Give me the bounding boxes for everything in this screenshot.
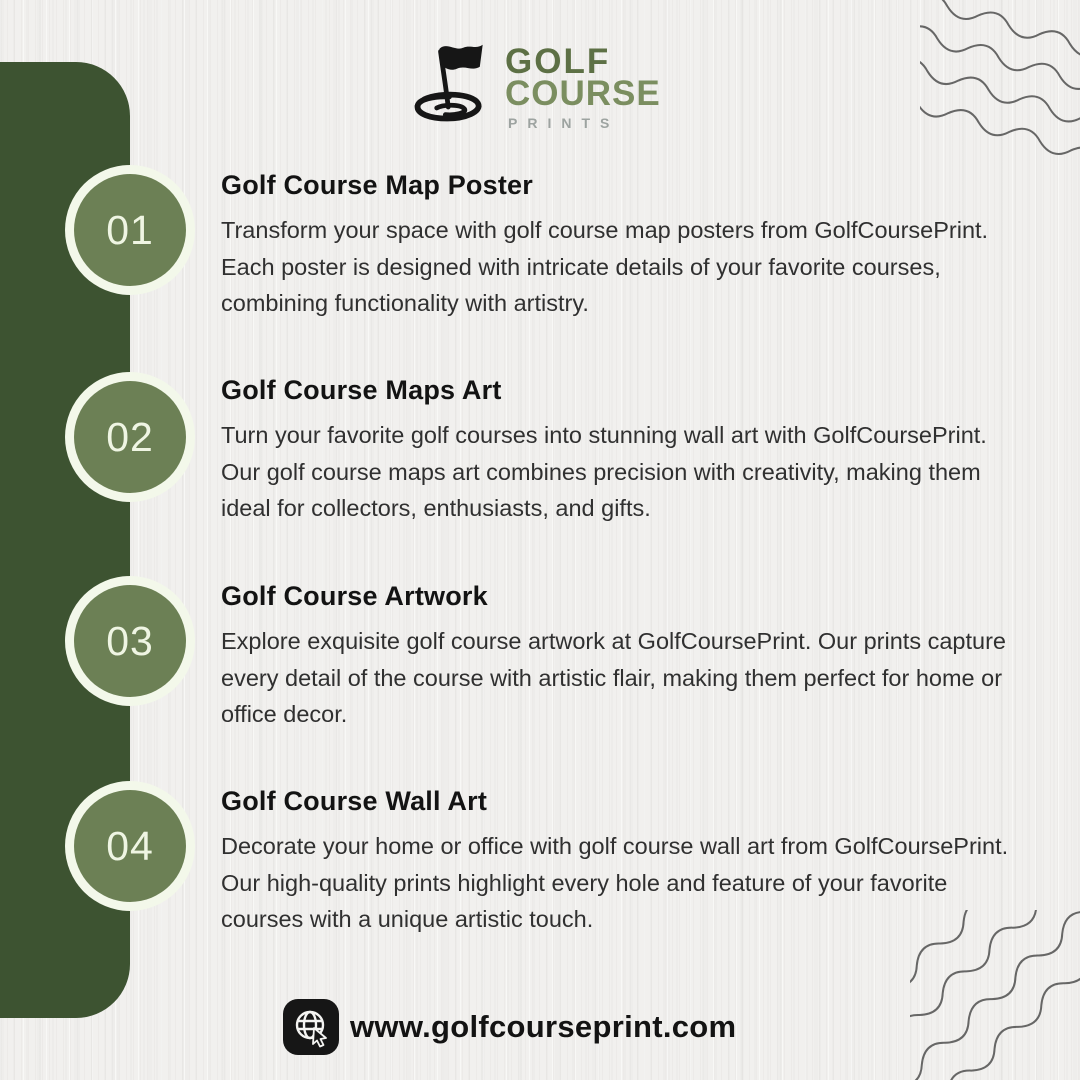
section-golf-course-wall-art xyxy=(221,786,1023,938)
logo-word-course: COURSE xyxy=(505,74,661,113)
logo-word-golf: GOLF xyxy=(505,42,611,81)
step-circle-03 xyxy=(65,576,195,706)
website-link[interactable]: www.golfcourseprint.com xyxy=(350,1009,737,1044)
section-title: Golf Course Maps Art xyxy=(221,375,502,405)
step-number: 02 xyxy=(106,413,154,460)
logo-word-prints: PRINTS xyxy=(508,115,620,131)
step-circle-04 xyxy=(65,781,195,911)
section-body: Transform your space with golf course map posters from GolfCoursePrint. Each poster is designed with intricate details of your favorite courses, combining functionality with artistry. xyxy=(221,217,989,316)
step-number: 04 xyxy=(106,822,154,869)
section-golf-course-map-poster xyxy=(221,170,1023,322)
brand-logo xyxy=(405,40,661,131)
section-title: Golf Course Map Poster xyxy=(221,170,533,200)
step-number: 01 xyxy=(106,206,154,253)
footer-website-bar xyxy=(283,999,736,1055)
step-number: 03 xyxy=(106,617,154,664)
section-golf-course-artwork xyxy=(221,581,1023,733)
step-circle-01 xyxy=(65,165,195,295)
golf-flag-icon xyxy=(405,40,501,130)
wavy-lines-top-right-decoration xyxy=(920,0,1080,160)
section-title: Golf Course Wall Art xyxy=(221,786,488,816)
section-title: Golf Course Artwork xyxy=(221,581,488,611)
section-body: Turn your favorite golf courses into stunning wall art with GolfCoursePrint. Our golf course maps art combines precision with creativity, making them ideal for collectors, enthusiasts, and gifts. xyxy=(221,422,987,521)
section-body: Explore exquisite golf course artwork at GolfCoursePrint. Our prints capture every detail of the course with artistic flair, making them perfect for home or office decor. xyxy=(221,628,1006,727)
section-body: Decorate your home or office with golf course wall art from GolfCoursePrint. Our high-quality prints highlight every hole and feature of your favorite courses with a unique artistic touch. xyxy=(221,833,1009,932)
globe-badge xyxy=(283,999,339,1055)
section-golf-course-maps-art xyxy=(221,375,1023,527)
globe-cursor-icon xyxy=(290,1006,332,1048)
step-circle-02 xyxy=(65,372,195,502)
